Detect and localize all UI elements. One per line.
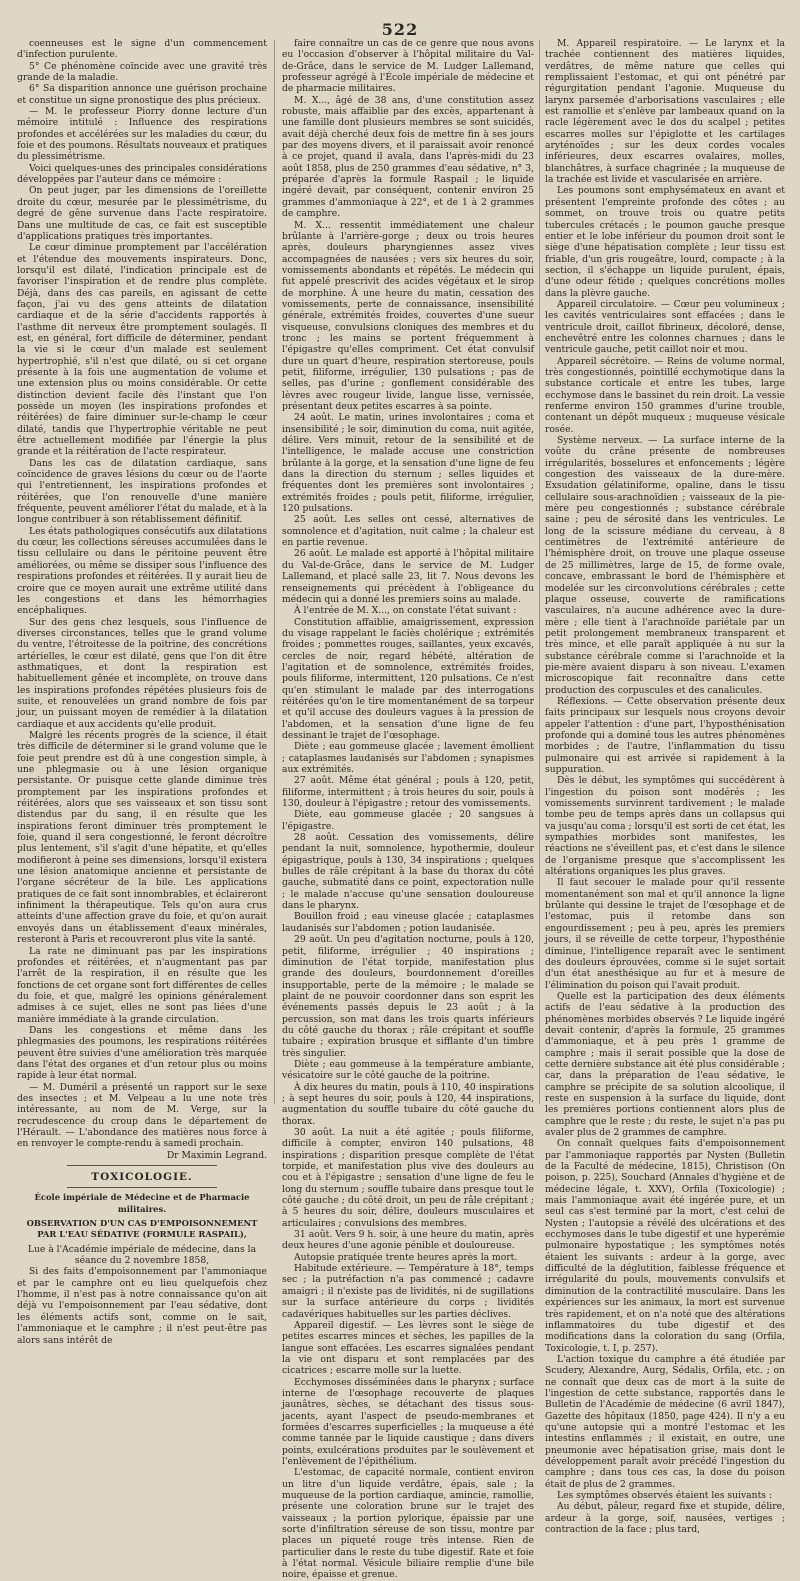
column-1	[17, 38, 267, 1346]
paragraph: Le cœur diminue promptement par l'accélération et l'étendue des mouvements inspirateurs. Donc, lorsqu'il est dilaté, l'indication principale est de favoriser l'inspiration et de rendre plus complète. Déjà, dans des cas pareils, en agissant de cette façon, j'ai vu des gens atteints de dilatation cardiaque et de la série d'accidents rapportés à l'asthme dit nerveux être promptement soulagés. Il est, en général, fort difficile de déterminer, pendant la vie si le cœur d'un malade est seulement hypertrophié, s'il n'est que dilaté, ou si cet organe présente à la fois une augmentation de volume et une extension plus ou moins considérable. Or cette distinction devient facile dès l'instant que l'on possède un moyen (les inspirations profondes et réitérées) de faire diminuer sur-le-champ le cœur dilaté, tandis que l'hypertrophie véritable ne peut être actuellement modifiée par l'énergie la plus grande et la réitération de l'acte respirateur.	[17, 242, 267, 458]
author-signature: Dr Maximin Legrand.	[166, 1149, 267, 1161]
paragraph: À dix heures du matin, pouls à 110, 40 inspirations ; à sept heures du soir, pouls à 120, 44 inspirations, augmentation du souffle tubaire du côté gauche du thorax.	[282, 1081, 534, 1127]
paragraph: L'action toxique du camphre a été étudiée par Scudery, Alexandre, Aurg, Sédalis, Orfila, etc. ; on ne connaît que deux cas de mort à la suite de l'ingestion de cette substance, rapportés dans le Bulletin de l'Académie de médecine (6 avril 1847), Gazette des hôpitaux (1850, page 424). Il n'y a eu qu'une autopsie qui a montré l'estomac et les intestins enflammés ; il existait, en outre, une pneumonie avec hépatisation grise, mais dont le développement paraît avoir précédé l'ingestion du camphre ; dans tous ces cas, la dose du poison était de plus de 2 grammes.	[545, 1353, 785, 1490]
paragraph: Réflexions. — Cette observation présente deux faits principaux sur lesquels nous croyons devoir appeler l'attention : d'une part, l'hyposthénisation profonde qui a dominé tous les autres phénomènes morbides ; de l'autre, l'inflammation du tissu pulmonaire qui est arrivée si rapidement à la suppuration.	[545, 695, 785, 775]
column-2	[282, 38, 534, 1581]
paragraph: faire connaître un cas de ce genre que nous avons eu l'occasion d'observer à l'hôpital militaire du Val-de-Grâce, dans le service de M. Ludger Lallemand, professeur agrégé à l'École impériale de médecine et de pharmacie militaires.	[282, 38, 534, 95]
paragraph: 5° Ce phénomène coïncide avec une gravité très grande de la maladie.	[17, 60, 267, 84]
paragraph: M. X... ressentit immédiatement une chaleur brûlante à l'arrière-gorge ; deux ou trois heures après, douleurs pharyngiennes assez vives accompagnées de nausées ; vers six heures du soir, vomissements abondants et répétés. Le médecin qui fut appelé prescrivit des acides végétaux et le sirop de morphine. À une heure du matin, cessation des vomissements, perte de connaissance, insensibilité générale, extrémités froides, couvertes d'une sueur visqueuse, convulsions cloniques des membres et du tronc ; les mains se portent fréquemment à l'épigastre qu'elles compriment. Cet état convulsif dure un quart d'heure, respiration stertoreuse, pouls petit, filiforme, irrégulier, 130 pulsations ; pas de selles, pas d'urine ; gonflement considérable des lèvres avec rougeur livide, langue lisse, vernissée, présentant deux petites escarres à sa pointe.	[282, 219, 534, 412]
paragraph: 27 août. Même état général ; pouls à 120, petit, filiforme, intermittent ; à trois heures du soir, pouls à 130, douleur à l'épigastre ; retour des vomissements.	[282, 775, 534, 810]
article-note: Lue à l'Académie impériale de médecine, dans la séance du 2 novembre 1858,	[27, 1243, 257, 1267]
paragraph: Diète ; eau gommeuse glacée ; lavement émollient ; cataplasmes laudanisés sur l'abdomen ; synapismes aux extrémités.	[282, 741, 534, 775]
paragraph: Dans les cas de dilatation cardiaque, sans coïncidence de graves lésions du cœur ou de l'aorte qui l'entretiennent, les inspirations profondes et réitérées, que l'on renouvelle d'une manière fréquente, peuvent améliorer l'état du malade, et à la longue contribuer à son rétablissement définitif.	[17, 457, 267, 526]
paragraph: Habitude extérieure. — Température à 18°, temps sec ; la putréfaction n'a pas commencé ; cadavre amaigri ; il n'existe pas de lividités, ni de sugillations sur la surface antérieure du corps ; lividités cadavériques habituelles sur les parties déclives.	[282, 1263, 534, 1320]
paragraph: Il faut secouer le malade pour qu'il ressente momentanément son mal et qu'il annonce la ligne brûlante qui dessine le trajet de l'œsophage et de l'estomac, puis il retombe dans son engourdissement ; peu à peu, après les premiers jours, il se réveille de cette torpeur, l'hyposthénie diminue, l'intelligence reparaît avec le sentiment des douleurs éprouvées, comme si le sujet sortait d'un état anesthésique au fur et à mesure de l'élimination du poison qui l'avait produit.	[545, 877, 785, 991]
paragraph: Système nerveux. — La surface interne de la voûte du crâne présente de nombreuses irrégularités, bosselures et enfoncements ; légère congestion des vaisseaux de la dure-mère. Exsudation gélatiniforme, opaline, dans le tissu cellulaire sous-arachnoïdien ; vaisseaux de la pie-mère peu congestionnés ; substance cérébrale saine ; peu de sérosité dans les ventricules. Le long de la scissure médiane du cerveau, à 8 centimètres de l'extrémité antérieure de l'hémisphère droit, on trouve une plaque osseuse de 25 millimètres, large de 15, de forme ovale, concave, embrassant le bord de l'hémisphère et modelée sur les circonvolutions cérébrales ; cette plaque osseuse, couverte de ramifications vasculaires, n'a aucune adhérence avec la dure-mère ; elle tient à l'arachnoïde pariétale par un petit prolongement membraneux transparent et très mince, et elle paraît appliquée à nu sur la substance cérébrale comme si l'arachnoïde et la pie-mère avaient disparu à son niveau. L'examen microscopique fait reconnaître dans cette production des corpuscules et des canalicules.	[545, 435, 785, 696]
paragraph: 25 août. Les selles ont cessé, alternatives de somnolence et d'agitation, nuit calme ; la chaleur est en partie revenue.	[282, 514, 534, 549]
paragraph: 29 août. Un peu d'agitation nocturne, pouls à 120, petit, filiforme, irrégulier ; 40 inspirations ; diminution de l'état torpide, manifestation plus grande des douleurs, bourdonnement d'oreilles insupportable, perte de la mémoire ; le malade se plaint de ne pouvoir coordonner dans son esprit les événements passés depuis le 23 août ; à la percussion, son mat dans les trois quarts inférieurs du côté gauche du thorax ; râle crépitant et souffle tubaire ; expiration brusque et sifflante d'un timbre très singulier.	[282, 934, 534, 1059]
paragraph: Appareil sécrétoire. — Reins de volume normal, très congestionnés, pointillé ecchymotique dans la substance corticale et entre les tubes, large ecchymose dans le bassinet du rein droit. La vessie renferme environ 150 grammes d'urine trouble, contenant un dépôt muqueux ; muqueuse vésicale rosée.	[545, 355, 785, 435]
paragraph: — M. Duméril a présenté un rapport sur le sexe des insectes ; et M. Velpeau a lu une note très intéressante, au nom de M. Verge, sur la recrudescence du croup dans le département de l'Hérault. — L'abondance des matières nous force à en renvoyer le compte-rendu à samedi prochain.	[17, 1081, 267, 1150]
column-3	[545, 38, 785, 1536]
column-rule	[539, 40, 540, 1104]
divider	[67, 1165, 217, 1166]
paragraph: Diète, eau gommeuse glacée ; 20 sangsues à l'épigastre.	[282, 809, 534, 832]
paragraph: Diète ; eau gommeuse à la température ambiante, vésicatoire sur le côté gauche de la poitrine.	[282, 1058, 534, 1082]
paragraph: Dès le début, les symptômes qui succédèrent à l'ingestion du poison sont modérés ; les vomissements survinrent tardivement ; le malade tombe peu de temps après dans un collapsus qui va jusqu'au coma ; lorsqu'il est sorti de cet état, les sympathies morbides sont manifestes, les réactions ne s'éveillent pas, et c'est dans le silence de l'organisme presque que s'accomplissent les altérations organiques les plus graves.	[545, 775, 785, 878]
paragraph: Voici quelques-unes des principales considérations développées par l'auteur dans ce mémoire :	[17, 162, 267, 186]
paragraph: Bouillon froid ; eau vineuse glacée ; cataplasmes laudanisés sur l'abdomen ; potion laudanisée.	[282, 911, 534, 934]
paragraph: Appareil digestif. — Les lèvres sont le siège de petites escarres minces et sèches, les papilles de la langue sont effacées. Les escarres signalées pendant la vie ont disparu et sont remplacées par des cicatrices ; escarre molle sur la luette.	[282, 1319, 534, 1377]
paragraph: 26 août. Le malade est apporté à l'hôpital militaire du Val-de-Grâce, dans le service de M. Ludger Lallemand, et placé salle 23, lit 7. Nous devons les renseignements qui précèdent à l'obligeance du médecin qui a donné les premiers soins au malade.	[282, 548, 534, 605]
paragraph: 30 août. La nuit a été agitée ; pouls filiforme, difficile à compter, environ 140 pulsations, 48 inspirations ; disparition presque complète de l'état torpide, et manifestation plus vive des douleurs au cou et à l'épigastre ; sensation d'une ligne de feu le long du sternum ; souffle tubaire dans presque tout le côté gauche ; du côté droit, un peu de râle crépitant ; à 5 heures du soir, délire, douleurs musculaires et articulaires ; convulsions des membres.	[282, 1127, 534, 1229]
paragraph: 6° Sa disparition annonce une guérison prochaine et constitue un signe pronostique des plus précieux.	[17, 83, 267, 106]
paragraph: La rate ne diminuant pas par les inspirations profondes et réitérées, et n'augmentant pas par l'arrêt de la respiration, il en résulte que les fonctions de cet organe sont fort différentes de celles du foie, et que, malgré les opinions généralement admises à ce sujet, elles ne sont pas liées d'une manière immédiate à la grande circulation.	[17, 945, 267, 1025]
paragraph: Les états pathologiques consécutifs aux dilatations du cœur, les collections séreuses accumulées dans le tissu cellulaire ou dans le péritoine peuvent être améliorées, ou même se dissiper sous l'influence des respirations profondes et réitérées. Il y aurait lieu de croire que ce moyen aurait une extrême utilité dans les congestions et dans les hémorrhagies encéphaliques.	[17, 525, 267, 617]
page-number: 522	[381, 20, 419, 39]
paragraph: Quelle est la participation des deux éléments actifs de l'eau sédative à la production des phénomènes morbides observés ? Le liquide ingéré devait contenir, d'après la formule, 25 grammes d'ammoniaque, et à peu près 1 gramme de camphre ; mais il serait possible que la dose de cette dernière substance ait été plus considérable ; car, dans la préparation de l'eau sédative, le camphre se précipite de sa solution alcoolique, il reste en suspension à la surface du liquide, dont les premières portions contiennent alors plus de camphre que le reste ; du reste, le sujet n'a pas pu avaler plus de 2 grammes de camphre.	[545, 990, 785, 1138]
paragraph: coenneuses est le signe d'un commencement d'infection purulente.	[17, 38, 267, 61]
paragraph: On connaît quelques faits d'empoisonnement par l'ammoniaque rapportés par Nysten (Bulletin de la Faculté de médecine, 1815), Christison (On poison, p. 225), Souchard (Annales d'hygiène et de médecine légale, t. XXV), Orfila (Toxicologie) ; mais l'ammoniaque avait été ingérée pure, et un seul cas s'est terminé par la mort, c'est celui de Nysten ; l'autopsie a révélé des ulcérations et des ecchymoses dans le tube digestif et une hyperémie pulmonaire hypostatique ; les symptômes notés étaient les suivants : ardeur à la gorge, avec difficulté de la déglutition, faiblesse fréquence et irrégularité du pouls, mouvements convulsifs et diminution de la contractilité musculaire. Dans les expériences sur les animaux, la mort est survenue très rapidement, et on n'a noté que des altérations inflammatoires du tube digestif et des modifications dans la coloration du sang (Orfila, Toxicologie, t. I, p. 257).	[545, 1138, 785, 1354]
paragraph: On peut juger, par les dimensions de l'oreillette droite du cœur, mesurée par le plessimétrisme, du degré de gêne survenue dans l'acte respiratoire. Dans une multitude de cas, ce fait est susceptible d'applications pratiques très importantes.	[17, 185, 267, 242]
paragraph: Dans les congestions et même dans les phlegmasies des poumons, les respirations réitérées peuvent être suivies d'une amélioration très marquée dans l'état des organes et d'un retour plus ou moins rapide à leur état normal.	[17, 1024, 267, 1082]
paragraph: Malgré les récents progrès de la science, il était très difficile de déterminer si le grand volume que le foie peut prendre est dû à une congestion simple, à une phlegmasie ou à une lésion organique persistante. Or puisque cette glande diminue très promptement par les inspirations profondes et réitérées, alors que ses vaisseaux et son tissu sont distendus par du sang, il en résulte que les inspirations feront diminuer très promptement le foie, quand il sera congestionné, le feront décroître plus lentement, s'il s'agit d'une hépatite, et qu'elles modifieront à peine ses dimensions, lorsqu'il existera une lésion anatomique ancienne et persistante de l'organe sécréteur de la bile. Les applications pratiques de ce fait sont innombrables, et éclaireront infiniment la thérapeutique. Tels qu'on aura crus atteints d'une affection grave du foie, et qu'on aurait envoyés dans un établissement d'eaux minérales, resteront à Paris et recouvreront plus vite la santé.	[17, 729, 267, 946]
divider	[67, 1187, 217, 1188]
paragraph: M. X..., âgé de 38 ans, d'une constitution assez robuste, mais affaiblie par des excès, appartenant à une famille dont plusieurs membres se sont suicidés, avait déjà cherché deux fois de mettre fin à ses jours par des moyens divers, et il paraissait avoir renoncé à ce projet, quand il avala, dans l'après-midi du 23 août 1858, plus de 250 grammes d'eau sédative, n° 3, préparée d'après la formule Raspail ; le liquide ingéré devait, par conséquent, contenir environ 25 grammes d'ammoniaque à 22°, et de 1 à 2 grammes de camphre.	[282, 94, 534, 220]
paragraph: Ecchymoses disséminées dans le pharynx ; surface interne de l'œsophage recouverte de plaques jaunâtres, sèches, se détachant des tissus sous-jacents, ayant l'aspect de pseudo-membranes et formées d'escarres superficielles ; la muqueuse a été comme tannée par le liquide caustique ; dans divers points, exulcérations produites par le soulèvement et l'enlèvement de l'épithélium.	[282, 1376, 534, 1467]
paragraph: 31 août. Vers 9 h. soir, à une heure du matin, après deux heures d'une agonie pénible et douloureuse.	[282, 1229, 534, 1252]
paragraph: 28 août. Cessation des vomissements, délire pendant la nuit, somnolence, hypothermie, douleur épigastrique, pouls à 130, 34 inspirations ; quelques bulles de râle crépitant à la base du thorax du côté gauche, submatité dans ce point, expectoration nulle ; le malade n'accuse qu'une sensation douloureuse dans le pharynx.	[282, 832, 534, 912]
paragraph: L'estomac, de capacité normale, contient environ un litre d'un liquide verdâtre, épais, sale ; la muqueuse de la portion cardiaque, amincie, ramollie, présente une coloration brune sur le trajet des vaisseaux ; la portion pylorique, épaissie par une sorte d'infiltration séreuse de son tissu, montre par places un piqueté rouge très intense. Rien de particulier dans le reste du tube digestif. Rate et foie à l'état normal. Vésicule biliaire remplie d'une bile noire, épaisse et grenue.	[282, 1467, 534, 1581]
paragraph: M. Appareil respiratoire. — Le larynx et la trachée contiennent des matières liquides, verdâtres, de même nature que celles qui remplissaient l'estomac, et qui ont pénétré par régurgitation pendant l'agonie. Muqueuse du larynx parsemée d'arborisations vasculaires ; elle est ramollie et s'enlève par lambeaux quand on la racle légèrement avec le dos du scalpel ; petites escarres molles sur l'épiglotte et les cartilages aryténoïdes ; sur les deux cordes vocales inférieures, deux escarres ovalaires, molles, blanchâtres, à surface chagrinée ; la muqueuse de la trachée est livide et vascularisée en arrière.	[545, 38, 785, 186]
paragraph: Autopsie pratiquée trente heures après la mort.	[294, 1251, 518, 1263]
paragraph: Les poumons sont emphysémateux en avant et présentent l'empreinte profonde des côtes ; au sommet, on trouve trois ou quatre petits tubercules crétacés ; le poumon gauche presque entier et le lobe inférieur du poumon droit sont le siège d'une hépatisation complète ; leur tissu est friable, d'un gris rougeâtre, lourd, compacte ; à la section, il s'échappe un liquide purulent, épais, d'une odeur fétide ; quelques concrétions molles dans la plèvre gauche.	[545, 185, 785, 299]
paragraph: Au début, pâleur, regard fixe et stupide, délire, ardeur à la gorge, soif, nausées, vertiges ; contraction de la face ; plus tard,	[545, 1501, 785, 1536]
institution-heading: École impériale de Médecine et de Pharmacie militaires.	[34, 1192, 250, 1214]
paragraph: Les symptômes observés étaient les suivants :	[557, 1490, 773, 1501]
paragraph: Appareil circulatoire. — Cœur peu volumineux ; les cavités ventriculaires sont effacées ; dans le ventricule droit, caillot fibrineux, décoloré, dense, enchevêtré entre les colonnes charnues ; dans le ventricule gauche, petit caillot noir et mou.	[545, 298, 785, 356]
paragraph: Constitution affaiblie, amaigrissement, expression du visage rappelant le faciès cholérique ; extrémités froides ; pommettes rouges, saillantes, yeux excavés, cercles de noir, regard hébété, altération de l'agitation et de somnolence, extrémités froides, pouls filiforme, intermittent, 120 pulsations. Ce n'est qu'en stimulant le malade par des interrogations réitérées qu'on le tire momentanément de sa torpeur et qu'il accuse des douleurs vagues à la pression de l'abdomen, et la sensation d'une ligne de feu dessinant le trajet de l'œsophage.	[282, 616, 534, 741]
section-title: TOXICOLOGIE.	[91, 1171, 193, 1184]
paragraph: Si des faits d'empoisonnement par l'ammoniaque et par le camphre ont eu lieu quelquefois chez l'homme, il n'est pas à notre connaissance qu'on ait déjà vu l'empoisonnement par l'eau sédative, dont les éléments actifs sont, comme on le sait, l'ammoniaque et le camphre ; il n'est peut-être pas alors sans intérêt de	[17, 1266, 267, 1346]
paragraph: À l'entrée de M. X..., on constate l'état suivant :	[294, 605, 517, 617]
paragraph: Sur des gens chez lesquels, sous l'influence de diverses circonstances, telles que le grand volume du ventre, l'étroitesse de la poitrine, des concrétions artérielles, le cœur est dilaté, gens que l'on dit être asthmatiques, et dont la respiration est habituellement gênée et incomplète, on trouve dans les inspirations profondes répétées plusieurs fois de suite, et renouvelées un grand nombre de fois par jour, un puissant moyen de remédier à la dilatation cardiaque et aux accidents qu'elle produit.	[17, 616, 267, 730]
column-rule	[274, 40, 275, 1104]
article-title: OBSERVATION D'UN CAS D'EMPOISONNEMENT PAR L'EAU SÉDATIVE (FORMULE RASPAIL),	[26, 1218, 258, 1240]
paragraph: — M. le professeur Piorry donne lecture d'un mémoire intitulé : Influence des respirations profondes et accélérées sur les maladies du cœur, du foie et des poumons. Résultats nouveaux et pratiques du plessimétrisme.	[17, 106, 267, 163]
paragraph: 24 août. Le matin, urines involontaires ; coma et insensibilité ; le soir, diminution du coma, nuit agitée, délire. Vers minuit, retour de la sensibilité et de l'intelligence, le malade accuse une constriction brûlante à la gorge, et la sensation d'une ligne de feu dans la direction du sternum ; selles liquides et fréquentes dont les premières sont involontaires ; extrémités froides ; pouls petit, filiforme, irrégulier, 120 pulsations.	[282, 412, 534, 515]
